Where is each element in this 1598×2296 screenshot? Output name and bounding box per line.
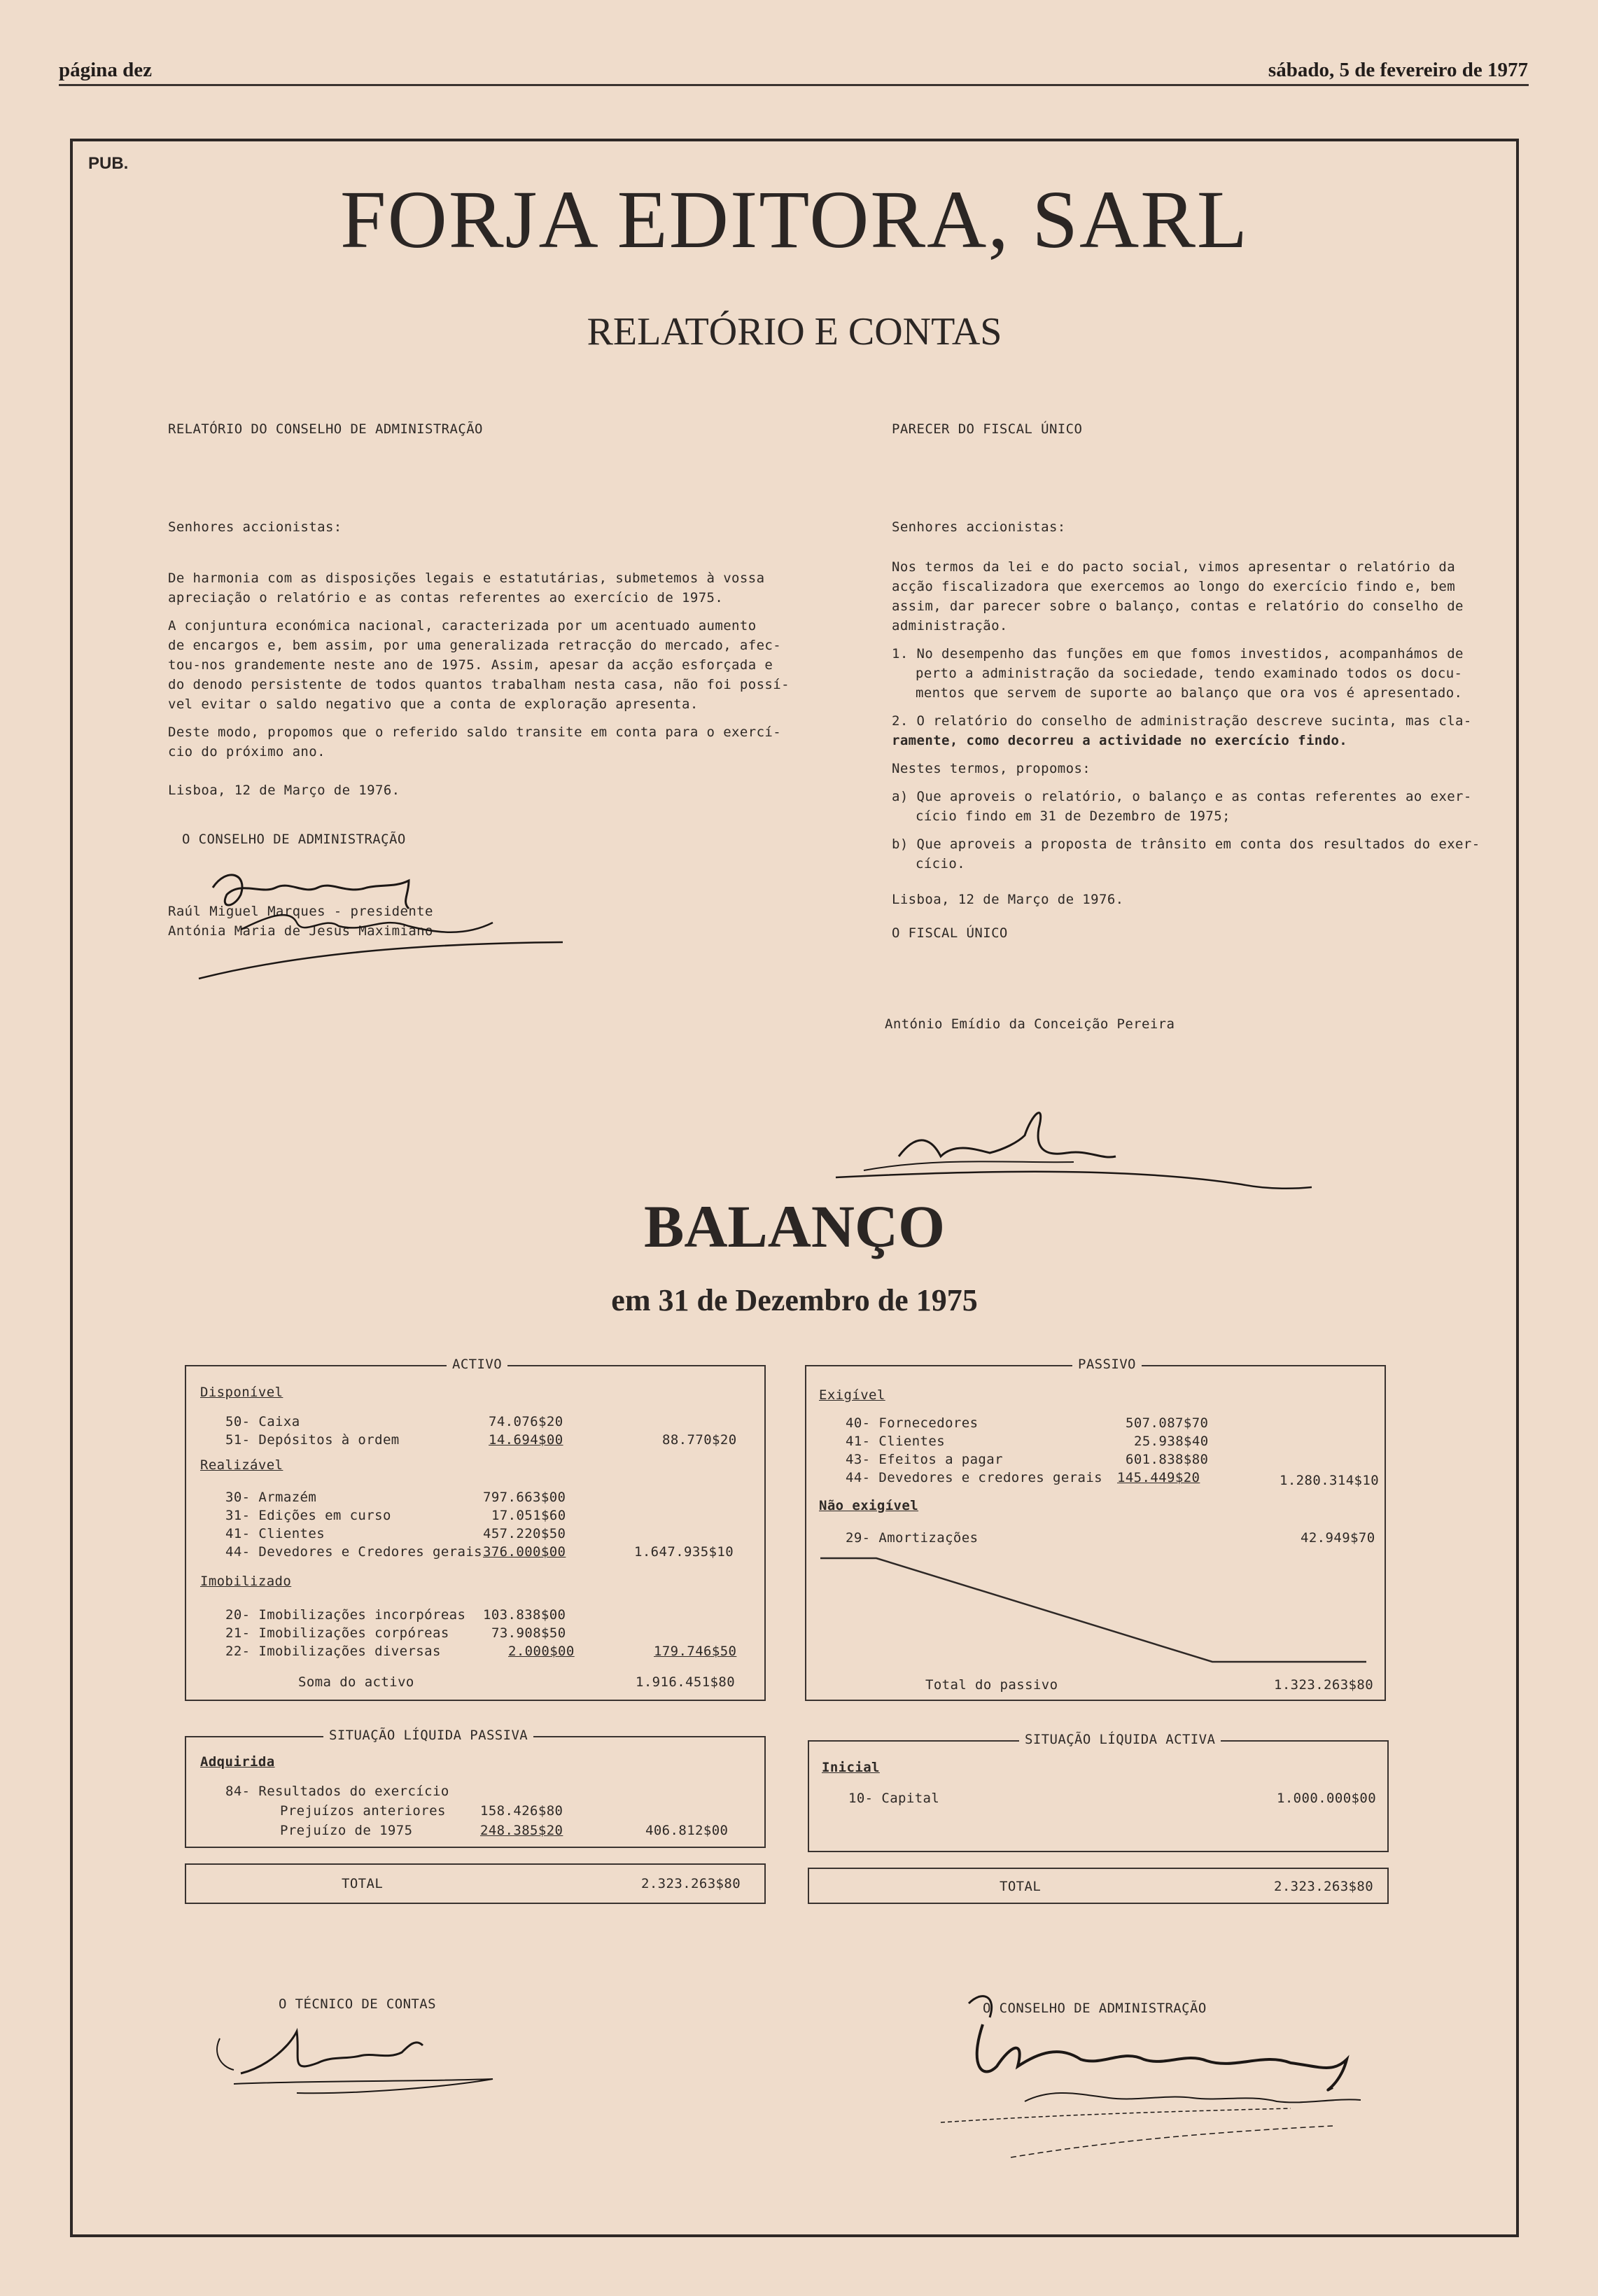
corporeas-label: 21- Imobilizações corpóreas <box>225 1625 449 1641</box>
total-right-label: TOTAL <box>1000 1879 1042 1894</box>
sit-activa-box <box>808 1732 1389 1852</box>
activo-box <box>185 1357 766 1701</box>
opinion-item-2: 2. O relatório do conselho de administração descreve sucinta, mas cla- ramente, como decorreu a actividade no exercício findo. <box>892 713 1472 748</box>
opinion-paragraph: Nos termos da lei e do pacto social, vimos apresentar o relatório da acção fiscalizadora que exercemos ao longo do exercício findo e, bem assim, dar parecer sobre o balanço, contas e relatório do conselho de administração. <box>892 559 1464 634</box>
passivo-clientes-value: 25.938$40 <box>1134 1434 1209 1449</box>
report-board-label: O CONSELHO DE ADMINISTRAÇÃO <box>182 832 406 847</box>
total-left-box <box>185 1863 766 1904</box>
activo-legend: ACTIVO <box>447 1357 507 1372</box>
disponivel-heading: Disponível <box>200 1385 283 1400</box>
clientes-label: 41- Clientes <box>225 1526 325 1541</box>
depositos-label: 51- Depósitos à ordem <box>225 1432 400 1448</box>
passivo-cancel-line <box>820 1555 1366 1667</box>
fornecedores-label: 40- Fornecedores <box>846 1415 979 1431</box>
resultados-label: 84- Resultados do exercício <box>225 1784 449 1799</box>
report-place-date: Lisboa, 12 de Março de 1976. <box>168 783 400 798</box>
activo-sum-label: Soma do activo <box>298 1674 414 1690</box>
report-title: RELATÓRIO DO CONSELHO DE ADMINISTRAÇÃO <box>168 421 483 437</box>
prejuizo-1975-value: 248.385$20 <box>480 1823 563 1838</box>
report-signature <box>199 867 591 993</box>
imobilizado-heading: Imobilizado <box>200 1574 292 1589</box>
imobilizado-total: 179.746$50 <box>654 1644 737 1659</box>
adquirida-heading: Adquirida <box>200 1754 275 1770</box>
opinion-item-1: 1. No desempenho das funções em que fomos investidos, acompanhámos de perto a administração da sociedade, tendo examinado todos os docu- mentos que servem de suporte ao balanço que ora vos é apresentado. <box>892 646 1464 701</box>
sit-passiva-box <box>185 1728 766 1848</box>
disponivel-total: 88.770$20 <box>662 1432 737 1448</box>
opinion-auditor-label: O FISCAL ÚNICO <box>892 925 1008 941</box>
opinion-body <box>892 557 1508 874</box>
report-body <box>168 568 854 762</box>
caixa-value: 74.076$20 <box>489 1414 563 1429</box>
total-right-value: 2.323.263$80 <box>1274 1879 1374 1894</box>
opinion-signer: António Emídio da Conceição Pereira <box>885 1016 1175 1032</box>
accountant-signature <box>213 2017 535 2115</box>
exigivel-heading: Exigível <box>819 1387 885 1403</box>
nao-exigivel-heading: Não exigível <box>819 1498 919 1513</box>
edicoes-label: 31- Edições em curso <box>225 1508 391 1523</box>
passivo-devedores-label: 44- Devedores e credores gerais <box>846 1470 1103 1485</box>
prejuizo-1975-label: Prejuízo de 1975 <box>280 1823 413 1838</box>
armazem-value: 797.663$00 <box>483 1490 566 1505</box>
sit-passiva-total: 406.812$00 <box>645 1823 729 1838</box>
inicial-heading: Inicial <box>822 1760 880 1775</box>
ad-tag: PUB. <box>88 154 129 173</box>
incorporeas-value: 103.838$00 <box>483 1607 566 1623</box>
balance-title: BALANÇO <box>643 1193 946 1260</box>
opinion-proposal-b: b) Que aproveis a proposta de trânsito em conta dos resultados do exer- cício. <box>892 836 1480 872</box>
opinion-terms: Nestes termos, propomos: <box>892 761 1091 776</box>
realizavel-total: 1.647.935$10 <box>634 1544 734 1560</box>
edicoes-value: 17.051$60 <box>491 1508 566 1523</box>
activo-sum-value: 1.916.451$80 <box>636 1674 736 1690</box>
diversas-label: 22- Imobilizações diversas <box>225 1644 441 1659</box>
total-left-value: 2.323.263$80 <box>641 1876 741 1891</box>
armazem-label: 30- Armazém <box>225 1490 317 1505</box>
efeitos-label: 43- Efeitos a pagar <box>846 1452 1003 1467</box>
board-footer-label: O CONSELHO DE ADMINISTRAÇÃO <box>983 2001 1207 2016</box>
total-right-box <box>808 1868 1389 1904</box>
report-paragraph: Deste modo, propomos que o referido saldo transite em conta para o exercí- cio do próximo ano. <box>168 724 782 760</box>
report-greeting: Senhores accionistas: <box>168 519 342 535</box>
report-paragraph: De harmonia com as disposições legais e estatutárias, submetemos à vossa apreciação o relatório e as contas referentes ao exercício de 1975. <box>168 570 765 606</box>
report-signer-1: Raúl Miguel Marques - presidente <box>168 904 433 919</box>
header-rule <box>59 84 1529 86</box>
page-label: página dez <box>59 59 152 81</box>
accountant-label: O TÉCNICO DE CONTAS <box>279 1996 436 2012</box>
report-paragraph: A conjuntura económica nacional, caracterizada por um acentuado aumento de encargos e, bem assim, por uma generalizada retracção do mercado, afec- tou-nos grandemente neste ano de 1975. Assim, apesar da acção esforçada e do denodo persistente de todos quantos trabalham nesta casa, não foi possí- vel evitar o saldo negativo que a conta de exploração apresenta. <box>168 618 790 712</box>
passivo-total-value: 1.323.263$80 <box>1274 1677 1374 1693</box>
opinion-section <box>885 421 1508 1032</box>
auditor-signature <box>836 1100 1312 1205</box>
efeitos-value: 601.838$80 <box>1126 1452 1209 1467</box>
sit-passiva-legend: SITUAÇÃO LÍQUIDA PASSIVA <box>323 1728 533 1743</box>
diversas-value: 2.000$00 <box>508 1644 575 1659</box>
exigivel-total: 1.280.314$10 <box>1280 1473 1380 1488</box>
report-section <box>168 421 854 941</box>
amortizacoes-value: 42.949$70 <box>1301 1530 1375 1546</box>
realizavel-heading: Realizável <box>200 1457 283 1473</box>
devedores-label: 44- Devedores e Credores gerais <box>225 1544 483 1560</box>
opinion-proposal-a: a) Que aproveis o relatório, o balanço e as contas referentes ao exer- cício findo em 31 de Dezembro de 1975; <box>892 789 1472 824</box>
prejuizos-anteriores-value: 158.426$80 <box>480 1803 563 1819</box>
passivo-legend: PASSIVO <box>1072 1357 1142 1372</box>
prejuizos-anteriores-label: Prejuízos anteriores <box>280 1803 446 1819</box>
board-footer-signature <box>941 1982 1487 2164</box>
capital-label: 10- Capital <box>848 1791 940 1806</box>
clientes-value: 457.220$50 <box>483 1526 566 1541</box>
report-subtitle: RELATÓRIO E CONTAS <box>587 310 1002 354</box>
total-left-label: TOTAL <box>342 1876 384 1891</box>
report-signer-2: Antónia Maria de Jesus Maximiano <box>168 923 433 939</box>
devedores-value: 376.000$00 <box>483 1544 566 1560</box>
passivo-clientes-label: 41- Clientes <box>846 1434 946 1449</box>
page-date: sábado, 5 de fevereiro de 1977 <box>1268 59 1528 81</box>
corporeas-value: 73.908$50 <box>491 1625 566 1641</box>
passivo-total-label: Total do passivo <box>925 1677 1058 1693</box>
incorporeas-label: 20- Imobilizações incorpóreas <box>225 1607 466 1623</box>
amortizacoes-label: 29- Amortizações <box>846 1530 979 1546</box>
opinion-place-date: Lisboa, 12 de Março de 1976. <box>892 892 1124 907</box>
opinion-title: PARECER DO FISCAL ÚNICO <box>892 421 1083 437</box>
capital-value: 1.000.000$00 <box>1277 1791 1377 1806</box>
fornecedores-value: 507.087$70 <box>1126 1415 1209 1431</box>
sit-activa-legend: SITUAÇÃO LÍQUIDA ACTIVA <box>1019 1732 1221 1747</box>
depositos-value: 14.694$00 <box>489 1432 563 1448</box>
ad-frame <box>70 139 1519 2237</box>
company-title: FORJA EDITORA, SARL <box>340 174 1249 265</box>
passivo-devedores-value: 145.449$20 <box>1117 1470 1200 1485</box>
passivo-box <box>805 1357 1386 1701</box>
caixa-label: 50- Caixa <box>225 1414 300 1429</box>
balance-subtitle: em 31 de Dezembro de 1975 <box>611 1283 978 1317</box>
opinion-greeting: Senhores accionistas: <box>892 519 1066 535</box>
